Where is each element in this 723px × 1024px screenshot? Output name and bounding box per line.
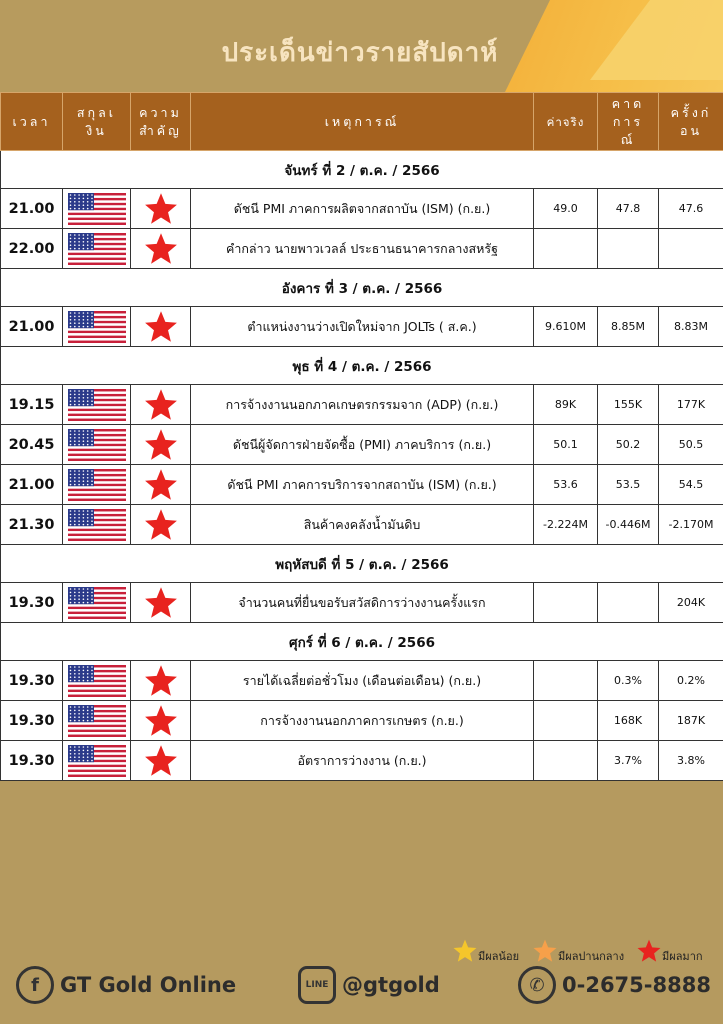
event-previous: 50.5	[659, 425, 723, 465]
us-flag-icon	[68, 665, 126, 697]
event-previous: -2.170M	[659, 505, 723, 545]
col-header-actual: ค่าจริง	[534, 93, 598, 151]
line-id: @gtgold	[342, 973, 440, 997]
day-row	[1, 623, 723, 661]
day-label: พุธ ที่ 4 / ต.ค. / 2566	[1, 347, 723, 385]
event-importance	[131, 189, 191, 229]
event-row	[1, 385, 723, 425]
day-label: ศุกร์ ที่ 6 / ต.ค. / 2566	[1, 623, 723, 661]
event-actual	[534, 741, 598, 781]
event-name: อัตราการว่างงาน (ก.ย.)	[191, 741, 534, 781]
red-star-icon	[143, 427, 179, 463]
event-forecast: 53.5	[598, 465, 659, 505]
event-previous: 187K	[659, 701, 723, 741]
event-time: 21.30	[1, 505, 63, 545]
event-name: ตำแหน่งงานว่างเปิดใหม่จาก JOLTs ( ส.ค.)	[191, 307, 534, 347]
event-name: คำกล่าว นายพาวเวลล์ ประธานธนาคารกลางสหรัฐ	[191, 229, 534, 269]
event-forecast: 47.8	[598, 189, 659, 229]
economic-calendar-table	[0, 92, 723, 781]
event-row	[1, 701, 723, 741]
event-name: สินค้าคงคลังน้ำมันดิบ	[191, 505, 534, 545]
event-actual: 9.610M	[534, 307, 598, 347]
table-body	[1, 151, 723, 781]
event-previous: 47.6	[659, 189, 723, 229]
col-header-previous	[659, 93, 723, 151]
event-actual	[534, 583, 598, 623]
event-time: 21.00	[1, 189, 63, 229]
event-time: 21.00	[1, 307, 63, 347]
event-forecast: 155K	[598, 385, 659, 425]
event-row	[1, 741, 723, 781]
event-previous: 0.2%	[659, 661, 723, 701]
event-currency	[63, 465, 131, 505]
event-forecast	[598, 583, 659, 623]
red-star-icon	[143, 507, 179, 543]
event-actual: 49.0	[534, 189, 598, 229]
us-flag-icon	[68, 311, 126, 343]
event-actual	[534, 661, 598, 701]
event-importance	[131, 701, 191, 741]
day-row	[1, 545, 723, 583]
event-forecast	[598, 229, 659, 269]
event-row	[1, 661, 723, 701]
red-star-icon	[143, 585, 179, 621]
event-forecast: 168K	[598, 701, 659, 741]
day-row	[1, 151, 723, 189]
event-importance	[131, 465, 191, 505]
event-currency	[63, 189, 131, 229]
event-importance	[131, 661, 191, 701]
phone-icon: ✆	[518, 966, 556, 1004]
event-time: 20.45	[1, 425, 63, 465]
event-name: ดัชนีผู้จัดการฝ่ายจัดซื้อ (PMI) ภาคบริการ (ก.ย.)	[191, 425, 534, 465]
red-star-icon	[143, 743, 179, 779]
event-name: ดัชนี PMI ภาคการบริการจากสถาบัน (ISM) (ก.ย.)	[191, 465, 534, 505]
day-label: จันทร์ ที่ 2 / ต.ค. / 2566	[1, 151, 723, 189]
event-name: ดัชนี PMI ภาคการผลิตจากสถาบัน (ISM) (ก.ย.)	[191, 189, 534, 229]
col-header-importance-label: ความสำคัญ	[139, 104, 182, 138]
event-currency	[63, 583, 131, 623]
event-forecast: 50.2	[598, 425, 659, 465]
phone-number: 0-2675-8888	[562, 973, 711, 997]
event-name: การจ้างงานนอกภาคการเกษตร (ก.ย.)	[191, 701, 534, 741]
event-actual: 89K	[534, 385, 598, 425]
col-header-currency-label: สกุลเงิน	[76, 104, 117, 138]
event-time: 19.30	[1, 741, 63, 781]
us-flag-icon	[68, 745, 126, 777]
event-time: 19.15	[1, 385, 63, 425]
col-header-currency	[63, 93, 131, 151]
us-flag-icon	[68, 429, 126, 461]
event-actual	[534, 701, 598, 741]
red-star-icon	[143, 703, 179, 739]
event-currency	[63, 505, 131, 545]
event-previous: 204K	[659, 583, 723, 623]
event-importance	[131, 385, 191, 425]
col-header-forecast	[598, 93, 659, 151]
facebook-name: GT Gold Online	[60, 973, 237, 997]
footer	[0, 960, 723, 1010]
event-actual	[534, 229, 598, 269]
us-flag-icon	[68, 193, 126, 225]
facebook-icon: f	[16, 966, 54, 1004]
us-flag-icon	[68, 705, 126, 737]
line-icon: LINE	[298, 966, 336, 1004]
event-row	[1, 425, 723, 465]
event-previous: 8.83M	[659, 307, 723, 347]
event-currency	[63, 425, 131, 465]
event-currency	[63, 229, 131, 269]
red-star-icon	[143, 231, 179, 267]
event-time: 19.30	[1, 701, 63, 741]
event-actual: -2.224M	[534, 505, 598, 545]
event-time: 22.00	[1, 229, 63, 269]
event-importance	[131, 741, 191, 781]
legend-label: มีผลมาก	[662, 950, 703, 963]
event-importance	[131, 505, 191, 545]
event-name: รายได้เฉลี่ยต่อชั่วโมง (เดือนต่อเดือน) (ก.ย.)	[191, 661, 534, 701]
event-row	[1, 465, 723, 505]
event-previous: 177K	[659, 385, 723, 425]
legend-label: มีผลปานกลาง	[558, 950, 625, 963]
day-label: พฤหัสบดี ที่ 5 / ต.ค. / 2566	[1, 545, 723, 583]
event-currency	[63, 741, 131, 781]
day-row	[1, 269, 723, 307]
event-row	[1, 189, 723, 229]
red-star-icon	[143, 309, 179, 345]
event-importance	[131, 583, 191, 623]
event-importance	[131, 307, 191, 347]
col-header-time: เวลา	[1, 93, 63, 151]
us-flag-icon	[68, 587, 126, 619]
red-star-icon	[143, 467, 179, 503]
event-name: จำนวนคนที่ยื่นขอรับสวัสดิการว่างงานครั้งแรก	[191, 583, 534, 623]
event-forecast: -0.446M	[598, 505, 659, 545]
event-time: 19.30	[1, 661, 63, 701]
red-star-icon	[143, 387, 179, 423]
event-importance	[131, 229, 191, 269]
event-time: 19.30	[1, 583, 63, 623]
us-flag-icon	[68, 469, 126, 501]
event-currency	[63, 701, 131, 741]
table-header-row	[1, 93, 723, 151]
event-name: การจ้างงานนอกภาคเกษตรกรรมจาก (ADP) (ก.ย.)	[191, 385, 534, 425]
red-star-icon	[143, 191, 179, 227]
day-label: อังคาร ที่ 3 / ต.ค. / 2566	[1, 269, 723, 307]
event-actual: 53.6	[534, 465, 598, 505]
event-row	[1, 229, 723, 269]
event-forecast: 8.85M	[598, 307, 659, 347]
event-row	[1, 505, 723, 545]
col-header-previous-label: ครั้งก่อน	[670, 104, 712, 138]
col-header-event: เหตุการณ์	[191, 93, 534, 151]
event-row	[1, 307, 723, 347]
event-currency	[63, 307, 131, 347]
event-actual: 50.1	[534, 425, 598, 465]
us-flag-icon	[68, 389, 126, 421]
us-flag-icon	[68, 233, 126, 265]
legend-label: มีผลน้อย	[478, 950, 520, 963]
us-flag-icon	[68, 509, 126, 541]
event-currency	[63, 661, 131, 701]
red-star-icon	[143, 663, 179, 699]
event-importance	[131, 425, 191, 465]
event-time: 21.00	[1, 465, 63, 505]
event-previous: 54.5	[659, 465, 723, 505]
event-forecast: 0.3%	[598, 661, 659, 701]
event-currency	[63, 385, 131, 425]
event-previous: 3.8%	[659, 741, 723, 781]
event-row	[1, 583, 723, 623]
day-row	[1, 347, 723, 385]
col-header-forecast-label: คาดการณ์	[611, 95, 645, 147]
page-title: ประเด็นข่าวรายสัปดาห์	[221, 38, 499, 68]
event-previous	[659, 229, 723, 269]
col-header-importance	[131, 93, 191, 151]
event-forecast: 3.7%	[598, 741, 659, 781]
